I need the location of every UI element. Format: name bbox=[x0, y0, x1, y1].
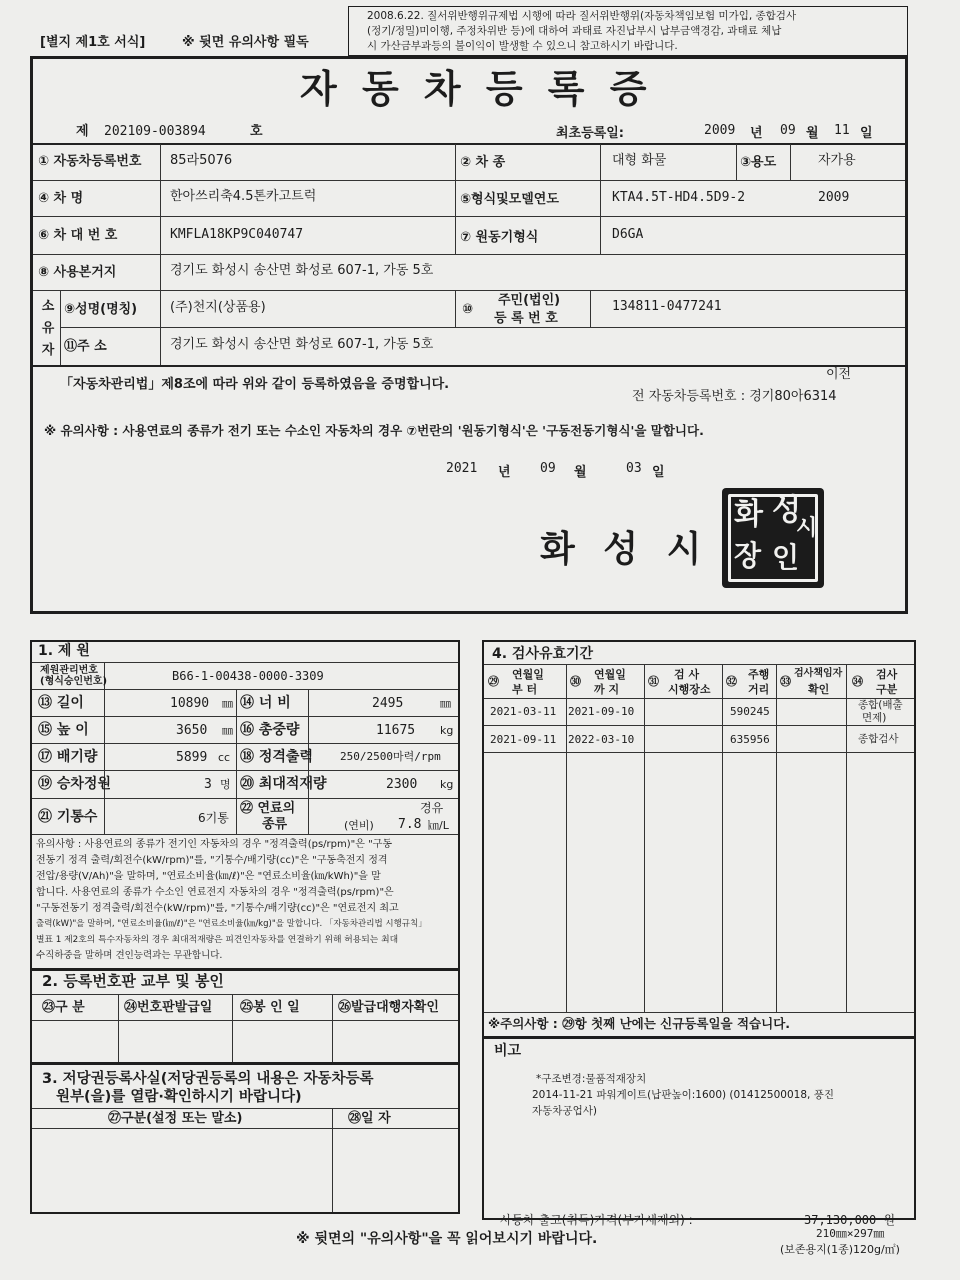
cert-table-line bbox=[60, 327, 905, 328]
cert-table-line bbox=[33, 290, 905, 291]
displacement-unit: cc bbox=[218, 751, 231, 764]
width-value: 2495 bbox=[372, 696, 404, 711]
type-label: ② 차 종 bbox=[460, 155, 506, 170]
insp-header-from: 연월일 bbox=[512, 668, 544, 681]
owner-id-label: 등 록 번 호 bbox=[494, 311, 558, 326]
insp-mileage: 590245 bbox=[730, 705, 770, 718]
length-unit: ㎜ bbox=[222, 697, 233, 710]
issue-day: 03 bbox=[626, 461, 642, 476]
issue-month: 09 bbox=[540, 461, 556, 476]
plate-col-kind: ㉓구 분 bbox=[42, 1000, 85, 1015]
remarks-line: 자동차공업사) bbox=[532, 1105, 597, 1117]
specs-note-line: 합니다. 사용연료의 종류가 수소인 연료전지 자동차의 경우 "정격출력(ps/rpm)"은 bbox=[36, 887, 394, 898]
engine-value: D6GA bbox=[612, 227, 644, 242]
seats-label: ⑲ 승차정원 bbox=[38, 776, 111, 792]
inspection-line bbox=[484, 752, 914, 753]
power-value: 250/2500마력/rpm bbox=[340, 750, 441, 763]
specs-title: 1. 제 원 bbox=[38, 643, 90, 659]
cert-table-line bbox=[33, 216, 905, 217]
inspection-line bbox=[566, 665, 567, 1012]
specs-note-line: 수직하중을 말하며 견인능력과는 무관합니다. bbox=[36, 950, 223, 961]
specs-note-line: 별표 1 제2호의 특수자동차의 경우 최대적재량은 피견인자동차를 연결하기 위해 허용되는 최대 bbox=[36, 935, 399, 945]
issuer-name: 화 성 시 bbox=[540, 529, 710, 570]
insp-header-officer: 검사책임자 bbox=[794, 668, 843, 679]
reverse-notice: ※ 뒷면 유의사항 필독 bbox=[182, 35, 309, 50]
insp-header-place: 시행장소 bbox=[668, 683, 711, 696]
cert-table-line bbox=[455, 291, 456, 327]
inspection-line bbox=[776, 665, 777, 1012]
mortgage-line bbox=[32, 1128, 458, 1129]
owner-id-label: 주민(법인) bbox=[498, 293, 561, 308]
cert-table-line bbox=[33, 143, 905, 145]
power-label: ⑱ 정격출력 bbox=[240, 749, 313, 765]
plate-col-issue-date: ㉔번호판발급일 bbox=[124, 1000, 213, 1015]
displacement-label: ⑰ 배기량 bbox=[38, 749, 98, 765]
insp-kind: 종합검사 bbox=[858, 733, 899, 745]
owner-group-label: 소유자 bbox=[41, 299, 55, 358]
insp-mileage: 635956 bbox=[730, 733, 770, 746]
certificate-title: 자 동 차 등 록 증 bbox=[300, 67, 653, 111]
insp-header-from: 부 터 bbox=[512, 683, 538, 696]
official-seal bbox=[722, 488, 824, 588]
owner-addr-label: ⑪주 소 bbox=[64, 339, 107, 354]
inspection-line bbox=[846, 665, 847, 1012]
insp-header-place: 검 사 bbox=[674, 668, 700, 681]
insp-header-num: ㉞ bbox=[852, 675, 863, 688]
cert-no-prefix: 제 bbox=[76, 124, 89, 139]
specs-note-line: "구동전동기 정격출력/회전수(kW/rpm)"를, "기통수/배기량(cc)"은 "연료전지 최고 bbox=[36, 903, 399, 914]
specs-line bbox=[32, 770, 458, 771]
efficiency-unit: ㎞/L bbox=[428, 819, 449, 832]
name-label: ④ 차 명 bbox=[38, 191, 84, 206]
seal-char: 장 bbox=[734, 539, 762, 572]
paper-size: 210㎜×297㎜ bbox=[816, 1227, 885, 1240]
specs-line bbox=[32, 689, 458, 690]
insp-header-kind: 검사 bbox=[876, 668, 898, 681]
approval-label: (형식승인번호) bbox=[40, 676, 108, 687]
model-label: ⑤형식및모델연도 bbox=[460, 192, 559, 207]
notice-line: 2008.6.22. 질서위반행위규제법 시행에 따라 질서위반행위(자동차책임보험 미가입, 종합검사 bbox=[367, 10, 797, 22]
fuel-label: 종류 bbox=[262, 817, 288, 832]
mortgage-col-kind: ㉗구분(설정 또는 말소) bbox=[108, 1111, 243, 1126]
insp-header-to: 까 지 bbox=[594, 683, 620, 696]
specs-note-line: 전동기 정격 출력/회전수(kW/rpm)"를, "기통수/배기량(cc)"은 "구동축전지 정격 bbox=[36, 855, 388, 866]
plate-line bbox=[232, 995, 233, 1062]
length-label: ⑬ 길이 bbox=[38, 695, 84, 711]
owner-id-value: 134811-0477241 bbox=[612, 299, 722, 314]
insp-header-num: ㉜ bbox=[726, 675, 737, 688]
cert-table-line bbox=[160, 144, 161, 290]
plate-line bbox=[332, 995, 333, 1062]
seal-char: 성 bbox=[772, 493, 801, 528]
fuel-value: 경유 bbox=[420, 801, 444, 815]
height-label: ⑮ 높 이 bbox=[38, 722, 89, 738]
inspection-title: 4. 검사유효기간 bbox=[492, 646, 594, 662]
first-reg-year-unit: 년 bbox=[750, 126, 763, 141]
base-label: ⑧ 사용본거지 bbox=[38, 265, 117, 280]
fuel-label: ㉒ 연료의 bbox=[240, 801, 296, 816]
insp-header-num: ㉙ bbox=[488, 675, 499, 688]
transfer-label: 이전 bbox=[826, 367, 852, 382]
specs-line bbox=[32, 798, 458, 799]
issue-year-unit: 년 bbox=[498, 465, 511, 480]
insp-kind: 종합(배출 bbox=[858, 699, 903, 711]
seal-char: 인 bbox=[772, 541, 800, 574]
paper-spec: (보존용지(1종)120g/㎡) bbox=[780, 1243, 900, 1256]
cylinders-value: 6기통 bbox=[198, 811, 229, 825]
efficiency-value: 7.8 bbox=[398, 817, 422, 832]
form-label: [별지 제1호 서식] bbox=[40, 35, 146, 50]
efficiency-label: (연비) bbox=[344, 819, 374, 832]
load-label: ⑳ 최대적재량 bbox=[240, 776, 327, 792]
first-reg-year: 2009 bbox=[704, 123, 736, 138]
approval-label: 제원관리번호 bbox=[40, 665, 98, 676]
gross-unit: kg bbox=[440, 724, 454, 737]
mortgage-line bbox=[332, 1109, 333, 1212]
seal-char: 시 bbox=[796, 516, 818, 541]
cert-table-line bbox=[33, 180, 905, 181]
remarks-line: 2014-11-21 파워게이트(납판높이:1600) (01412500018, 풍진 bbox=[532, 1089, 834, 1101]
inspection-line bbox=[484, 1012, 914, 1013]
plate-line bbox=[32, 994, 458, 995]
issue-month-unit: 월 bbox=[574, 465, 587, 480]
specs-line bbox=[32, 662, 458, 663]
insp-to: 2021-09-10 bbox=[568, 705, 635, 718]
mortgage-title: 3. 저당권등록사실(저당권등록의 내용은 자동차등록 bbox=[42, 1071, 374, 1087]
reg-no-label: ① 자동차등록번호 bbox=[38, 154, 142, 169]
cert-table-line bbox=[160, 291, 161, 365]
notice-line: 시 가산금부과등의 불이익이 발생할 수 있으니 참고하시기 바랍니다. bbox=[367, 40, 678, 52]
seats-value: 3 bbox=[204, 777, 212, 792]
owner-name-label: ⑨성명(명칭) bbox=[64, 302, 138, 317]
cert-no-suffix: 호 bbox=[250, 124, 263, 139]
use-value: 자가용 bbox=[818, 153, 856, 168]
insp-header-mileage: 거리 bbox=[748, 683, 770, 696]
first-reg-label: 최초등록일: bbox=[556, 126, 624, 141]
cert-table-line bbox=[790, 144, 791, 180]
cylinders-label: ㉑ 기통수 bbox=[38, 809, 98, 825]
gross-value: 11675 bbox=[376, 723, 416, 738]
inspection-line bbox=[484, 698, 914, 699]
vin-value: KMFLA18KP9C040747 bbox=[170, 227, 304, 242]
cert-table-line bbox=[455, 144, 456, 254]
insp-header-officer: 확인 bbox=[808, 683, 830, 696]
engine-label: ⑦ 원동기형식 bbox=[460, 230, 539, 245]
acquisition-price-value: 37,130,000 원 bbox=[804, 1213, 896, 1227]
cert-table-line bbox=[60, 291, 61, 365]
insp-from: 2021-03-11 bbox=[490, 705, 557, 718]
insp-header-to: 연월일 bbox=[594, 668, 626, 681]
insp-header-mileage: 주행 bbox=[748, 668, 770, 681]
specs-note-line: 출력(kW)"을 말하며, "연료소비율(㎞/ℓ)"은 "연료소비율(㎞/kg)"을 말합니다. 「자동차관리법 시행규칙」 bbox=[36, 919, 427, 929]
prev-reg: 전 자동차등록번호 : 경기80아6314 bbox=[632, 389, 837, 404]
gross-label: ⑯ 총중량 bbox=[240, 722, 300, 738]
notice-line: (정기/정밀)미이행, 주정차위반 등)에 대하여 과태료 자진납부시 납부금액경감, 과태료 체납 bbox=[367, 25, 782, 37]
mortgage-title: 원부(을)를 열람·확인하시기 바랍니다) bbox=[56, 1089, 302, 1105]
load-unit: kg bbox=[440, 778, 454, 791]
acquisition-price-label: 사동차 출고(취득)가격(부가세제외) : bbox=[500, 1213, 693, 1227]
cert-table-line bbox=[590, 291, 591, 327]
insp-from: 2021-09-11 bbox=[490, 733, 557, 746]
inspection-line bbox=[484, 664, 914, 665]
insp-header-num: ㉛ bbox=[648, 675, 659, 688]
height-value: 3650 bbox=[176, 723, 208, 738]
specs-line bbox=[104, 663, 105, 834]
insp-header-kind: 구분 bbox=[876, 683, 898, 696]
plate-title: 2. 등록번호판 교부 및 봉인 bbox=[42, 972, 224, 990]
inspection-line bbox=[484, 725, 914, 726]
type-value: 대형 화물 bbox=[612, 153, 667, 168]
statement: 「자동차관리법」제8조에 따라 위와 같이 등록하였음을 증명합니다. bbox=[60, 377, 450, 392]
specs-note-line: 전압/용량(V/Ah)"을 말하며, "연료소비율(㎞/ℓ)"은 "연료소비율(㎞/kWh)"을 말 bbox=[36, 871, 381, 882]
cert-no-value: 202109-003894 bbox=[104, 124, 206, 139]
specs-line bbox=[32, 716, 458, 717]
issue-year: 2021 bbox=[446, 461, 478, 476]
cert-table-line bbox=[600, 144, 601, 254]
plate-col-seal-date: ㉕봉 인 일 bbox=[240, 1000, 300, 1015]
displacement-value: 5899 bbox=[176, 750, 208, 765]
reg-no-value: 85라5076 bbox=[170, 153, 233, 168]
base-value: 경기도 화성시 송산면 화성로 607-1, 가동 5호 bbox=[170, 263, 434, 278]
inspection-line bbox=[644, 665, 645, 1012]
insp-to: 2022-03-10 bbox=[568, 733, 635, 746]
approval-value: B66-1-00438-0000-3309 bbox=[172, 669, 324, 683]
cert-table-line bbox=[736, 144, 737, 180]
model-value: KTA4.5T-HD4.5D9-2 bbox=[612, 190, 746, 205]
use-label: ③용도 bbox=[740, 155, 777, 170]
seats-unit: 명 bbox=[220, 778, 231, 791]
remarks-line: *구조변경:물품적재장치 bbox=[536, 1073, 647, 1085]
width-label: ⑭ 너 비 bbox=[240, 695, 291, 711]
first-reg-day-unit: 일 bbox=[860, 126, 873, 141]
remarks-frame bbox=[482, 1038, 916, 1220]
insp-header-num: ㉚ bbox=[570, 675, 581, 688]
inspection-frame bbox=[482, 640, 916, 1038]
width-unit: ㎜ bbox=[440, 697, 451, 710]
mortgage-line bbox=[32, 1108, 458, 1109]
name-value: 한아쓰리축4.5톤카고트럭 bbox=[170, 189, 317, 204]
cert-table-line bbox=[33, 254, 905, 255]
insp-header-num: ㉝ bbox=[780, 675, 791, 688]
vin-label: ⑥ 차 대 번 호 bbox=[38, 228, 118, 243]
plate-line bbox=[118, 995, 119, 1062]
inspection-line bbox=[722, 665, 723, 1012]
specs-line bbox=[32, 834, 458, 835]
model-year: 2009 bbox=[818, 190, 850, 205]
cert-table-line bbox=[33, 365, 905, 367]
notice-box bbox=[348, 6, 908, 56]
specs-line bbox=[236, 690, 237, 834]
owner-id-num: ⑩ bbox=[462, 302, 474, 317]
first-reg-day: 11 bbox=[834, 123, 850, 138]
inspection-caution: ※주의사항 : ㉙항 첫째 난에는 신규등록일을 적습니다. bbox=[488, 1016, 791, 1031]
insp-kind: 면제) bbox=[862, 712, 887, 724]
caution: ※ 유의사항 : 사용연료의 종류가 전기 또는 수소인 자동차의 경우 ⑦번란의 '원동기형식'은 '구동전동기형식'을 말합니다. bbox=[44, 423, 704, 438]
owner-name-value: (주)천지(상품용) bbox=[170, 300, 266, 315]
length-value: 10890 bbox=[170, 696, 210, 711]
specs-line bbox=[32, 743, 458, 744]
issue-day-unit: 일 bbox=[652, 465, 665, 480]
plate-col-agent: ㉖발급대행자확인 bbox=[338, 1000, 439, 1015]
plate-line bbox=[32, 1020, 458, 1021]
load-value: 2300 bbox=[386, 777, 418, 792]
height-unit: ㎜ bbox=[222, 724, 233, 737]
specs-note-line: 유의사항 : 사용연료의 종류가 전기인 자동차의 경우 "정격출력(ps/rpm)"은 "구동 bbox=[36, 839, 393, 850]
owner-addr-value: 경기도 화성시 송산면 화성로 607-1, 가동 5호 bbox=[170, 337, 434, 352]
first-reg-month: 09 bbox=[780, 123, 796, 138]
first-reg-month-unit: 월 bbox=[806, 126, 819, 141]
mortgage-col-date: ㉘일 자 bbox=[348, 1111, 391, 1126]
seal-char: 화 bbox=[734, 497, 763, 532]
remarks-label: 비고 bbox=[494, 1043, 522, 1059]
footer-notice: ※ 뒷면의 "유의사항"을 꼭 읽어보시기 바랍니다. bbox=[296, 1231, 598, 1247]
